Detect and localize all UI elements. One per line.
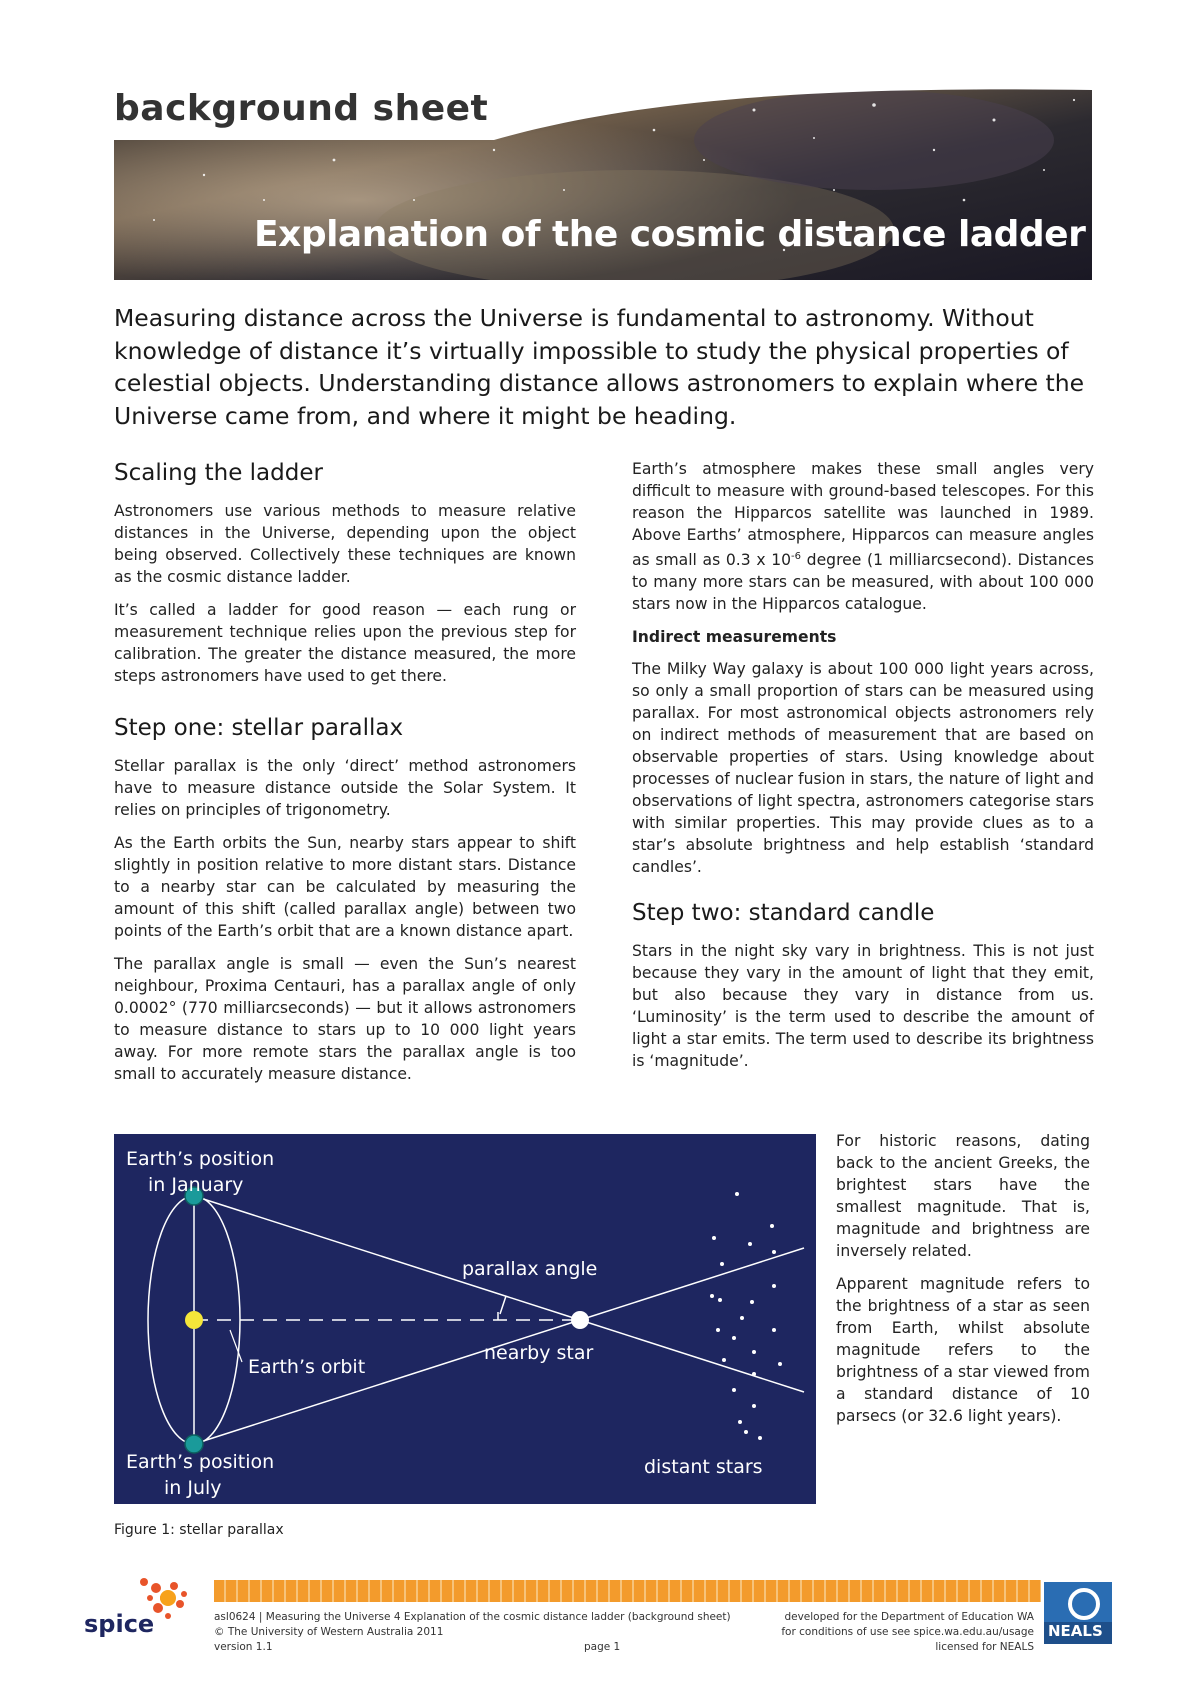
- heading-scaling-the-ladder: Scaling the ladder: [114, 460, 323, 486]
- parallax-angle-marker: [500, 1296, 506, 1314]
- label-july-line2: in July: [164, 1477, 222, 1499]
- page-title: Explanation of the cosmic distance ladder: [254, 214, 1086, 255]
- intro-paragraph: Measuring distance across the Universe is fundamental to astronomy. Without knowledge of distance it’s virtually impossible to study the physical properties of celestial objects. Understanding distance allows astronomers to explain where the Universe came from, and where it might be heading.: [114, 304, 1085, 430]
- paragraph-hipparcos: [632, 458, 1094, 615]
- parallax-figure: [114, 1134, 816, 1504]
- paragraph: The parallax angle is small — even the Sun’s nearest neighbour, Proxima Centauri, has a parallax angle of only 0.0002° (770 milliarcseconds) — but it allows astronomers to measure distance to stars up to 10 000 light years away. For more remote stars the parallax angle is too small to accurately measure distance.: [114, 955, 576, 1083]
- sight-line-july-ext: [580, 1320, 804, 1392]
- footer-line1-left: asl0624 | Measuring the Universe 4 Explanation of the cosmic distance ladder (background sheet): [214, 1611, 731, 1623]
- paragraph: Stellar parallax is the only ‘direct’ method astronomers have to measure distance outside the Solar System. It relies on principles of trigonometry.: [114, 757, 576, 819]
- footer-line3-right: licensed for NEALS: [935, 1641, 1034, 1653]
- label-january-line1: Earth’s position: [126, 1148, 275, 1170]
- distant-stars-cluster: [710, 1192, 782, 1440]
- heading-standard-candle: Step two: standard candle: [632, 900, 935, 927]
- heading-stellar-parallax: Step one: stellar parallax: [114, 715, 404, 741]
- paragraph: For historic reasons, dating back to the ancient Greeks, the brightest stars have the smallest magnitude. That is, magnitude and brightness are inversely related.: [836, 1132, 1090, 1260]
- superscript: -6: [791, 551, 802, 562]
- left-column: [114, 458, 576, 1096]
- label-earths-orbit: Earth’s orbit: [248, 1356, 366, 1378]
- footer-line3-left: version 1.1: [214, 1641, 273, 1653]
- subheading-indirect-measurements: Indirect measurements: [632, 628, 837, 647]
- neals-logo-text: NEALS: [1048, 1622, 1103, 1640]
- footer-color-bar: [214, 1580, 1041, 1602]
- paragraph: Astronomers use various methods to measure relative distances in the Universe, depending upon the object being observed. Collectively these techniques are known as the cosmic distance ladder.: [114, 502, 576, 586]
- text-run: Earth’s atmosphere makes these small angles very difficult to measure with ground-based telescopes. For this reason the Hipparcos satellite was launched in 1989. Above Earths’ atmosphere, Hipparcos can measure angles as small as 0.3 x 10: [632, 460, 1094, 570]
- figure-caption: Figure 1: stellar parallax: [114, 1522, 284, 1538]
- label-july-line1: Earth’s position: [126, 1451, 275, 1473]
- paragraph: The Milky Way galaxy is about 100 000 light years across, so only a small proportion of stars can be measured using parallax. For most astronomical objects astronomers rely on indirect methods of measurement that are based on observable properties of stars. Using knowledge about processes of nuclear fusion in stars, the nature of light and observations of light spectra, astronomers categorise stars with similar properties. This may provide clues as to a star’s absolute brightness and help establish ‘standard candles’.: [632, 660, 1094, 877]
- nearby-star-dot: [571, 1311, 589, 1329]
- label-parallax-angle: parallax angle: [462, 1258, 598, 1280]
- paragraph: It’s called a ladder for good reason — each rung or measurement technique relies upon the previous step for calibration. The greater the distance measured, the more steps astronomers have used to get there.: [114, 601, 576, 685]
- sight-line-january-ext: [580, 1248, 804, 1320]
- sun-dot: [185, 1311, 203, 1329]
- sheet-type-label: background sheet: [114, 88, 489, 129]
- paragraph: As the Earth orbits the Sun, nearby stars appear to shift slightly in position relative to more distant stars. Distance to a nearby star can be calculated by measuring the amount of this shift (called parallax angle) between two points of the Earth’s orbit that are a known distance apart.: [114, 834, 576, 940]
- paragraph: Stars in the night sky vary in brightness. This is not just because they vary in the amount of light that they emit, but also because they vary in distance from us. ‘Luminosity’ is the term used to describe the amount of light a star emits. The term used to describe its brightness is ‘magnitude’.: [632, 942, 1094, 1071]
- label-january-line2: in January: [148, 1174, 244, 1196]
- text-run: degree (1 milliarcsecond). Distances to many more stars can be measured, with about 100 000 stars now in the Hipparcos catalogue.: [632, 551, 1094, 614]
- right-column: [632, 458, 1094, 1083]
- label-distant-stars: distant stars: [644, 1456, 763, 1478]
- side-text: [836, 1130, 1090, 1438]
- sight-line-july: [194, 1320, 580, 1444]
- footer-line2-left: © The University of Western Australia 2011: [214, 1626, 444, 1638]
- footer-page-number: page 1: [584, 1641, 621, 1653]
- footer-line1-right: developed for the Department of Education WA: [784, 1611, 1034, 1623]
- footer-line2-right: for conditions of use see spice.wa.edu.au/usage: [781, 1626, 1034, 1638]
- paragraph: Apparent magnitude refers to the brightness of a star as seen from Earth, whilst absolute magnitude refers to the brightness of a star viewed from a standard distance of 10 parsecs (or 32.6 light years).: [836, 1275, 1090, 1425]
- label-nearby-star: nearby star: [484, 1342, 594, 1364]
- spice-logo-text: spice: [84, 1610, 155, 1638]
